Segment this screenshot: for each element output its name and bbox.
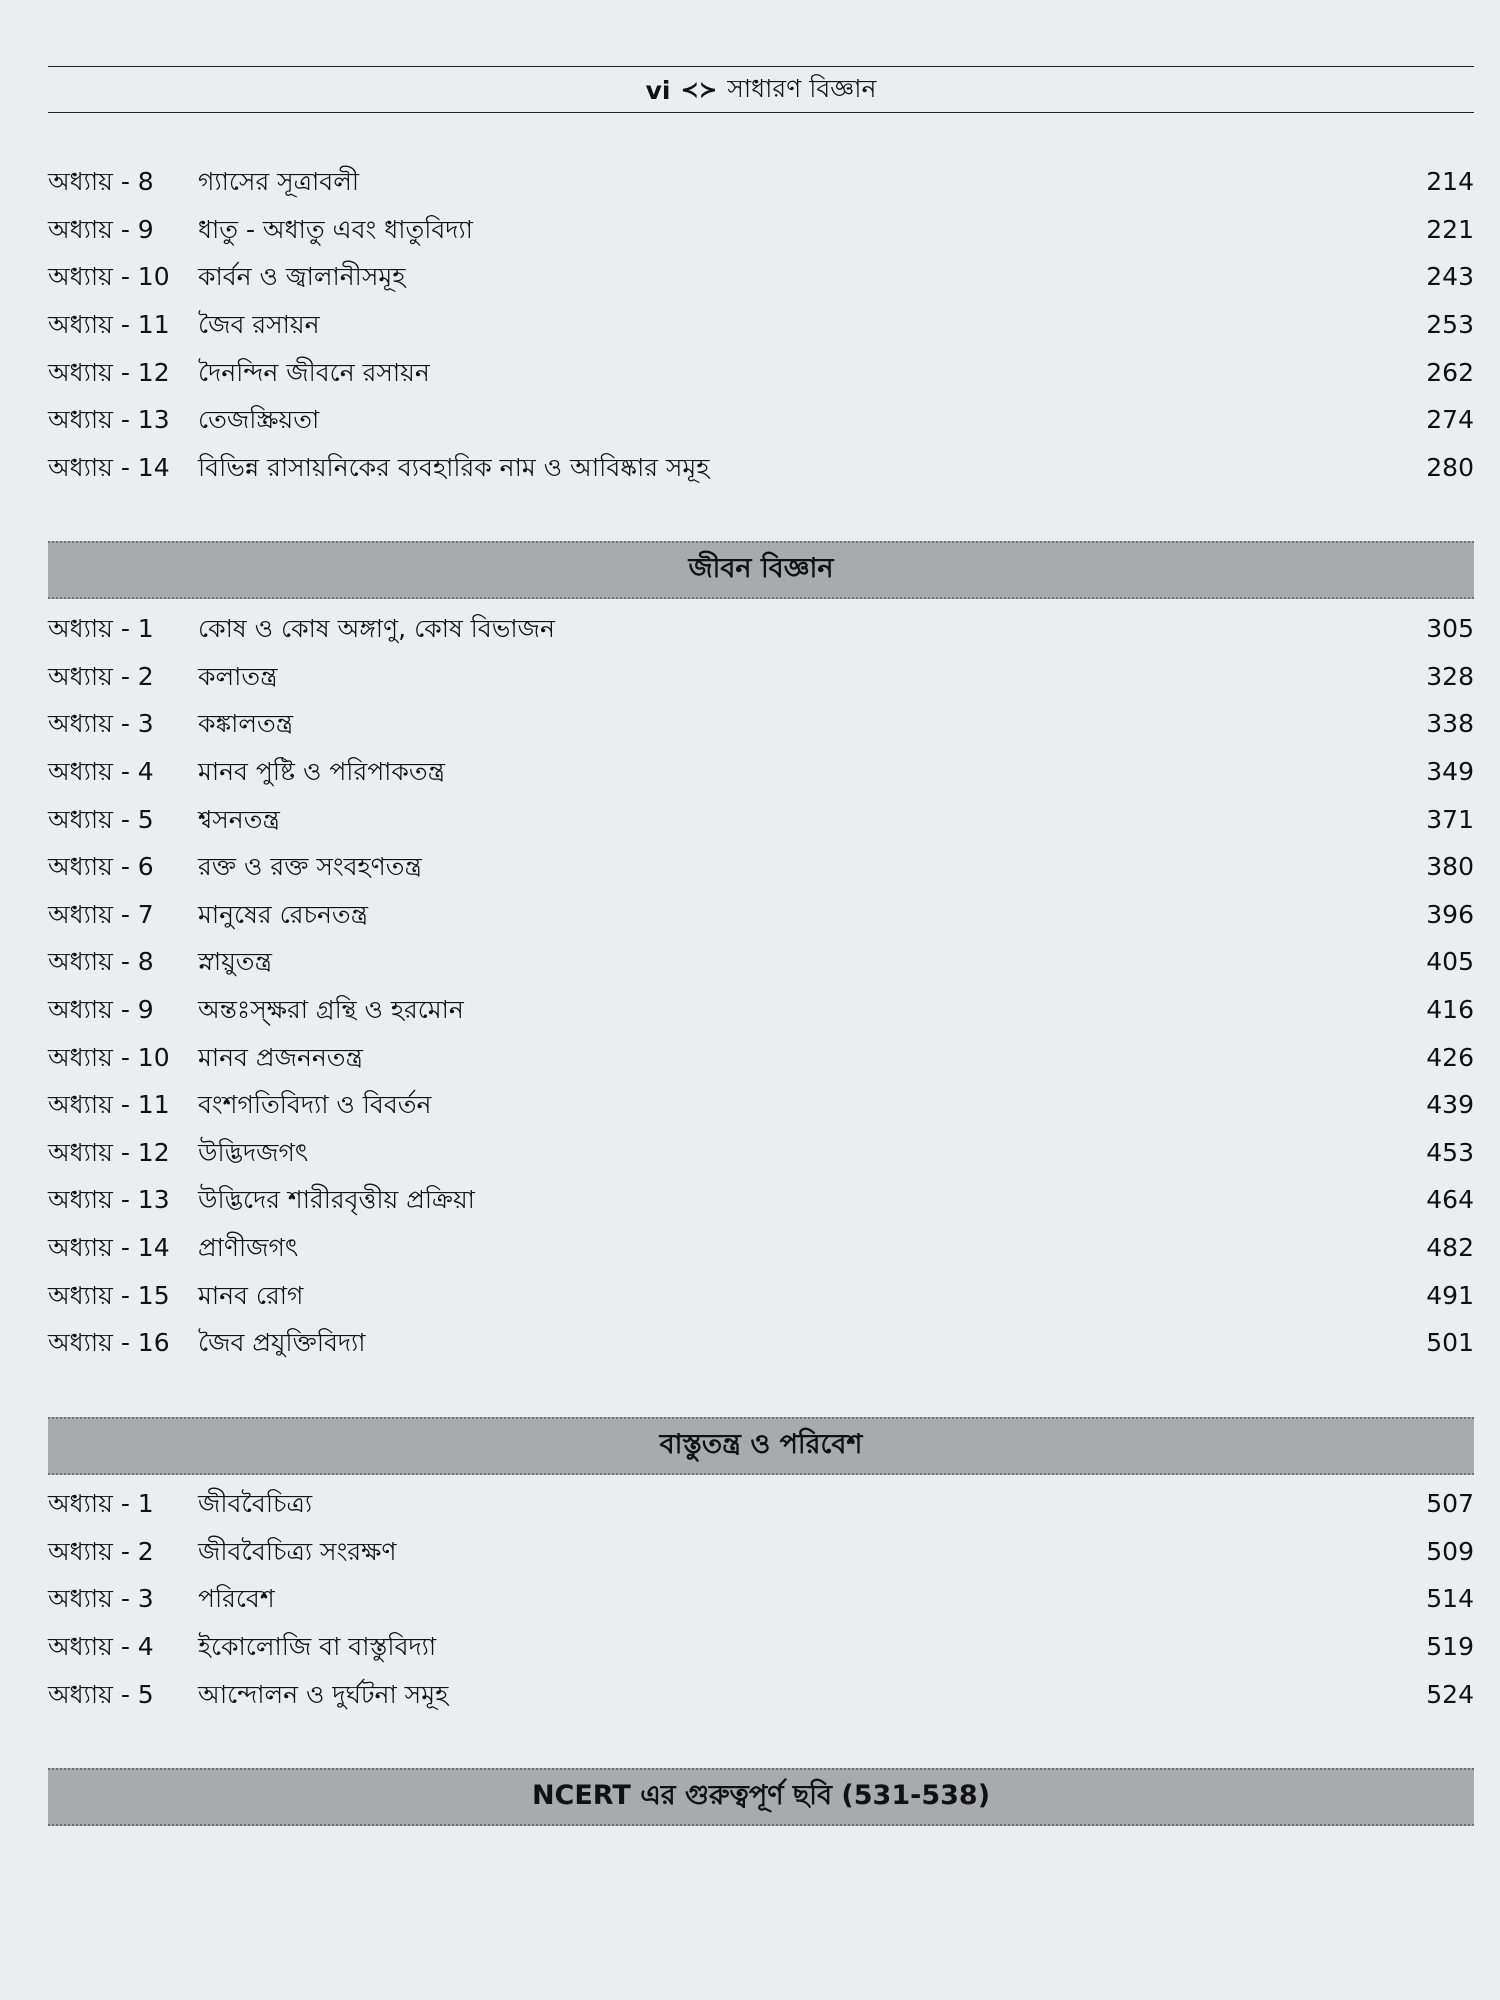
chapter-label: অধ্যায় - 11 — [48, 1090, 170, 1120]
toc-row — [48, 1176, 1474, 1224]
chapter-page-number: 509 — [1426, 1536, 1474, 1566]
toc-row — [48, 1480, 1474, 1528]
chapter-page-number: 464 — [1426, 1185, 1474, 1215]
chapter-title: কার্বন ও জ্বালানীসমূহ — [198, 262, 406, 292]
toc-row — [48, 748, 1474, 796]
toc-row — [48, 795, 1474, 843]
chapter-page-number: 243 — [1426, 262, 1474, 292]
chapter-label: অধ্যায় - 5 — [48, 804, 154, 834]
toc-row — [48, 843, 1474, 891]
contents-page — [48, 0, 1474, 2000]
header-bottom-rule — [48, 112, 1474, 113]
chapter-page-number: 396 — [1426, 899, 1474, 929]
ecology-chapter-list — [48, 1480, 1474, 1718]
chapter-label: অধ্যায় - 13 — [48, 1185, 170, 1215]
chapter-page-number: 426 — [1426, 1042, 1474, 1072]
chapter-page-number: 439 — [1426, 1090, 1474, 1120]
chapter-page-number: 514 — [1426, 1584, 1474, 1614]
chapter-label: অধ্যায় - 12 — [48, 1137, 170, 1167]
chapter-page-number: 405 — [1426, 947, 1474, 977]
chapter-title: রক্ত ও রক্ত সংবহণতন্ত্র — [198, 852, 422, 882]
toc-row — [48, 1224, 1474, 1272]
chapter-label: অধ্যায় - 10 — [48, 1042, 170, 1072]
chapter-title: কলাতন্ত্র — [198, 661, 278, 691]
chapter-label: অধ্যায় - 2 — [48, 1536, 154, 1566]
toc-row — [48, 1575, 1474, 1623]
section-heading-text: জীবন বিজ্ঞান — [688, 552, 834, 584]
toc-row — [48, 1319, 1474, 1367]
chapter-title: জৈব প্রযুক্তিবিদ্যা — [198, 1328, 366, 1358]
chapter-title: দৈনন্দিন জীবনে রসায়ন — [198, 357, 430, 387]
chapter-label: অধ্যায় - 8 — [48, 167, 154, 197]
chapter-page-number: 453 — [1426, 1137, 1474, 1167]
chapter-label: অধ্যায় - 8 — [48, 947, 154, 977]
chapter-label: অধ্যায় - 12 — [48, 357, 170, 387]
chapter-title: জৈব রসায়ন — [198, 310, 320, 340]
chapter-label: অধ্যায় - 9 — [48, 995, 154, 1025]
chapter-page-number: 349 — [1426, 757, 1474, 787]
chapter-label: অধ্যায় - 11 — [48, 310, 170, 340]
toc-row — [48, 301, 1474, 349]
toc-row — [48, 986, 1474, 1034]
header-top-rule — [48, 66, 1474, 67]
section-heading-text: বাস্তুতন্ত্র ও পরিবেশ — [659, 1428, 863, 1460]
chapter-page-number: 380 — [1426, 852, 1474, 882]
chapter-title: উদ্ভিদের শারীরবৃত্তীয় প্রক্রিয়া — [198, 1185, 475, 1215]
toc-row — [48, 700, 1474, 748]
chapter-title: জীববৈচিত্র্য — [198, 1489, 313, 1519]
chemistry-chapter-list — [48, 158, 1474, 491]
section-heading-biology — [48, 541, 1474, 599]
page-number: vi — [645, 75, 671, 105]
chapter-label: অধ্যায় - 10 — [48, 262, 170, 292]
chapter-label: অধ্যায় - 3 — [48, 1584, 154, 1614]
chapter-title: ইকোলোজি বা বাস্তুবিদ্যা — [198, 1632, 437, 1662]
chapter-title: মানব রোগ — [198, 1280, 304, 1310]
chapter-title: মানুষের রেচনতন্ত্র — [198, 899, 369, 929]
chapter-page-number: 214 — [1426, 167, 1474, 197]
toc-row — [48, 206, 1474, 254]
chapter-label: অধ্যায় - 6 — [48, 852, 154, 882]
chapter-page-number: 482 — [1426, 1233, 1474, 1263]
chapter-label: অধ্যায় - 1 — [48, 614, 154, 644]
chapter-title: শ্বসনতন্ত্র — [198, 804, 280, 834]
toc-row — [48, 605, 1474, 653]
chapter-label: অধ্যায় - 5 — [48, 1679, 154, 1709]
chapter-title: পরিবেশ — [198, 1584, 275, 1614]
chapter-label: অধ্যায় - 16 — [48, 1328, 170, 1358]
biology-chapter-list — [48, 605, 1474, 1367]
toc-row — [48, 396, 1474, 444]
chapter-page-number: 221 — [1426, 214, 1474, 244]
chapter-label: অধ্যায় - 7 — [48, 899, 154, 929]
chapter-page-number: 328 — [1426, 661, 1474, 691]
toc-row — [48, 1528, 1474, 1576]
toc-row — [48, 653, 1474, 701]
chapter-page-number: 262 — [1426, 357, 1474, 387]
toc-row — [48, 1670, 1474, 1718]
toc-row — [48, 1623, 1474, 1671]
chapter-title: উদ্ভিদজগৎ — [198, 1137, 309, 1167]
chapter-page-number: 519 — [1426, 1632, 1474, 1662]
toc-row — [48, 1129, 1474, 1177]
toc-row — [48, 1271, 1474, 1319]
running-header — [48, 72, 1474, 108]
chapter-title: কঙ্কালতন্ত্র — [198, 709, 294, 739]
toc-row — [48, 253, 1474, 301]
chapter-title: মানব প্রজননতন্ত্র — [198, 1042, 363, 1072]
chapter-label: অধ্যায় - 1 — [48, 1489, 154, 1519]
toc-row — [48, 1033, 1474, 1081]
chapter-title: ধাতু - অধাতু এবং ধাতুবিদ্যা — [198, 214, 473, 244]
chapter-title: তেজস্ক্রিয়তা — [198, 405, 320, 435]
chapter-page-number: 416 — [1426, 995, 1474, 1025]
toc-row — [48, 158, 1474, 206]
toc-row — [48, 891, 1474, 939]
chapter-page-number: 491 — [1426, 1280, 1474, 1310]
chapter-title: জীববৈচিত্র্য সংরক্ষণ — [198, 1536, 397, 1566]
chapter-title: প্রাণীজগৎ — [198, 1233, 299, 1263]
chapter-label: অধ্যায় - 4 — [48, 757, 154, 787]
chapter-label: অধ্যায় - 13 — [48, 405, 170, 435]
chapter-title: স্নায়ুতন্ত্র — [198, 947, 272, 977]
chapter-label: অধ্যায় - 3 — [48, 709, 154, 739]
section-heading-ecology — [48, 1417, 1474, 1475]
chapter-title: গ্যাসের সূত্রাবলী — [198, 167, 359, 197]
chapter-page-number: 280 — [1426, 452, 1474, 482]
chapter-page-number: 253 — [1426, 310, 1474, 340]
chapter-label: অধ্যায় - 14 — [48, 452, 170, 482]
chapter-label: অধ্যায় - 2 — [48, 661, 154, 691]
chapter-title: বিভিন্ন রাসায়নিকের ব্যবহারিক নাম ও আবিষ্কার সমূহ — [198, 452, 710, 482]
chapter-title: আন্দোলন ও দুর্ঘটনা সমূহ — [198, 1679, 449, 1709]
book-title: সাধারণ বিজ্ঞান — [727, 73, 877, 103]
chapter-page-number: 371 — [1426, 804, 1474, 834]
chapter-label: অধ্যায় - 15 — [48, 1280, 170, 1310]
chapter-label: অধ্যায় - 9 — [48, 214, 154, 244]
toc-row — [48, 1081, 1474, 1129]
chapter-page-number: 507 — [1426, 1489, 1474, 1519]
chapter-page-number: 501 — [1426, 1328, 1474, 1358]
chapter-title: কোষ ও কোষ অঙ্গাণু, কোষ বিভাজন — [198, 614, 555, 644]
toc-row — [48, 444, 1474, 492]
chapter-page-number: 305 — [1426, 614, 1474, 644]
chapter-title: মানব পুষ্টি ও পরিপাকতন্ত্র — [198, 757, 446, 787]
arrows-ornament-icon: ≺≻ — [680, 77, 718, 103]
chapter-page-number: 274 — [1426, 405, 1474, 435]
chapter-title: অন্তঃস্ক্ষরা গ্রন্থি ও হরমোন — [198, 995, 464, 1025]
toc-row — [48, 938, 1474, 986]
chapter-page-number: 338 — [1426, 709, 1474, 739]
toc-row — [48, 348, 1474, 396]
chapter-page-number: 524 — [1426, 1679, 1474, 1709]
chapter-title: বংশগতিবিদ্যা ও বিবর্তন — [198, 1090, 432, 1120]
section-heading-text: NCERT এর গুরুত্বপূর্ণ ছবি (531-538) — [531, 1779, 991, 1811]
chapter-label: অধ্যায় - 4 — [48, 1632, 154, 1662]
chapter-label: অধ্যায় - 14 — [48, 1233, 170, 1263]
section-heading-ncert — [48, 1768, 1474, 1826]
